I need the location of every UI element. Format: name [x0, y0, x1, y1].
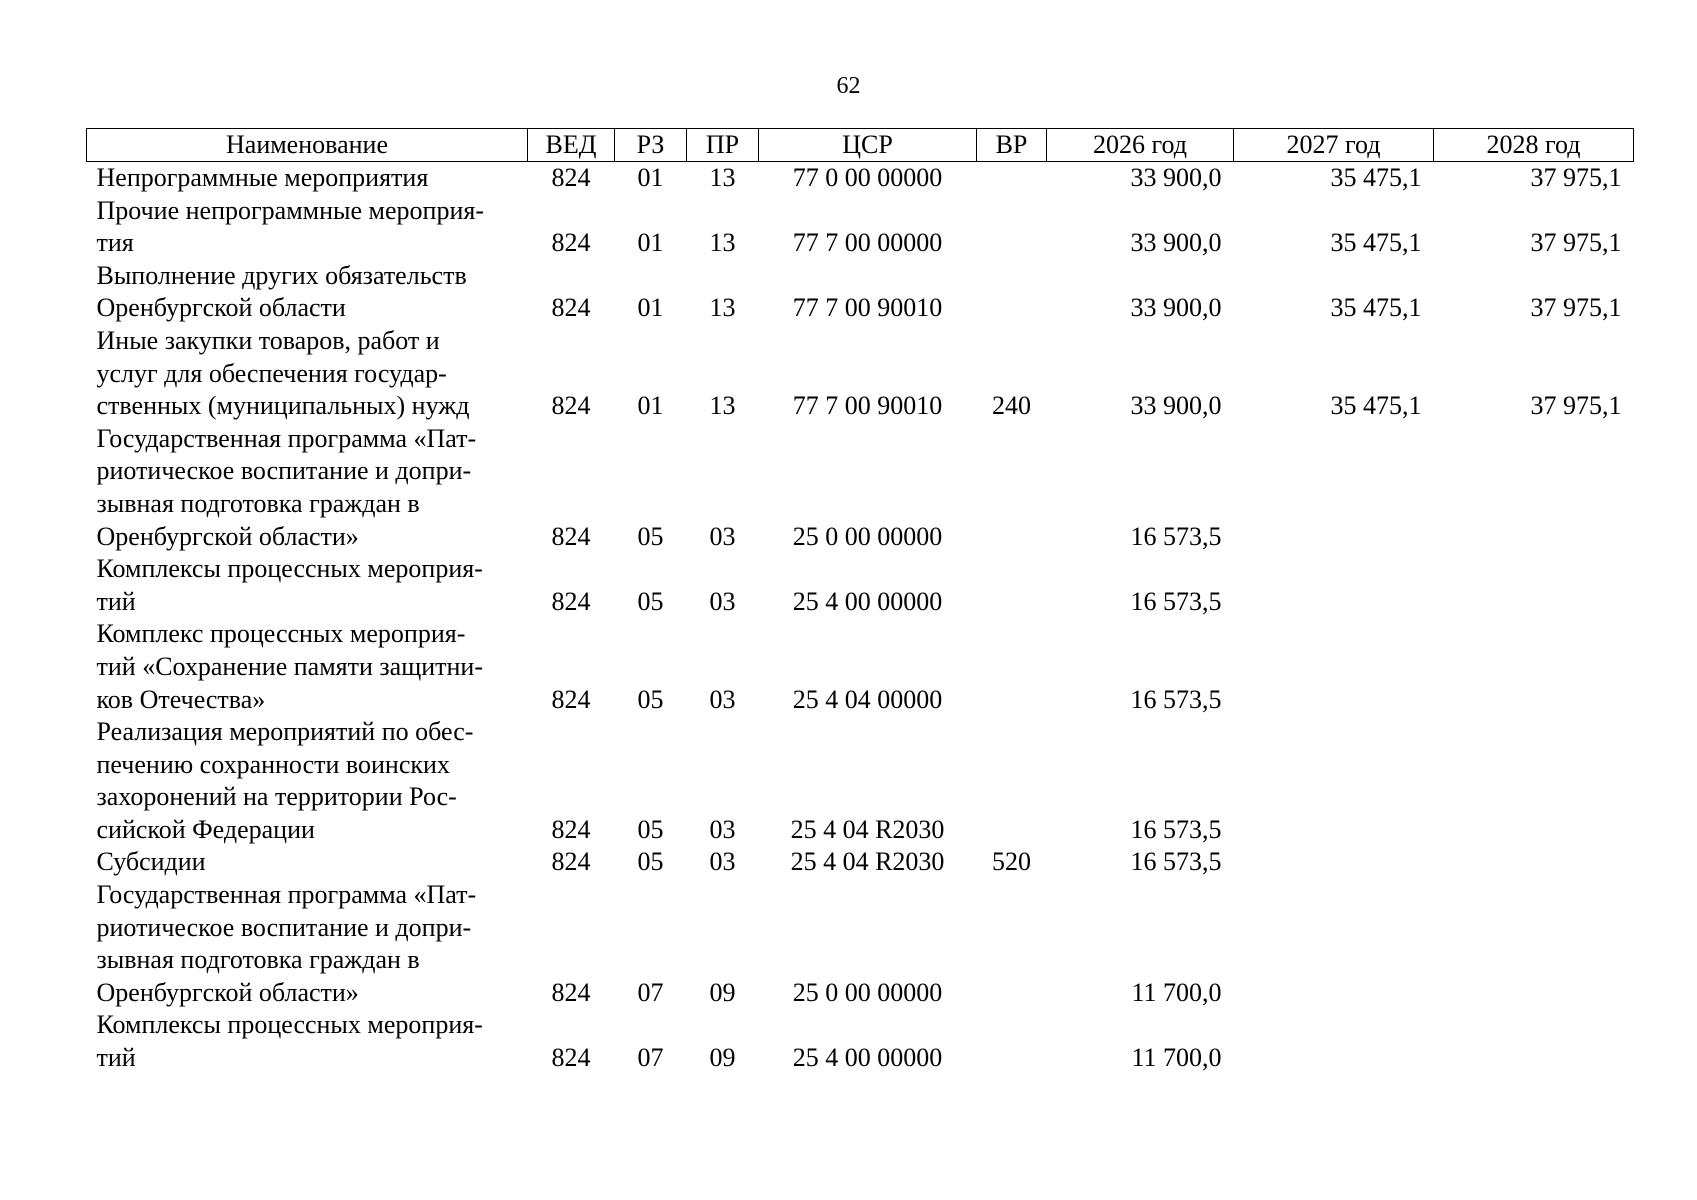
cell-csr: 25 4 00 00000	[792, 1043, 943, 1073]
table-row	[87, 879, 1634, 1009]
cell-2026: 16 573,5	[1130, 521, 1222, 551]
name-line: ственных (муниципальных) нужд	[96, 391, 470, 421]
cell-vr	[977, 618, 1047, 716]
table-row	[87, 423, 1634, 553]
cell-rz: 01	[637, 293, 664, 323]
cell-2027	[1234, 553, 1434, 618]
cell-2026: 16 573,5	[1130, 684, 1222, 714]
budget-table	[86, 128, 1634, 1075]
cell-2028: 37 975,1	[1530, 163, 1622, 192]
cell-vr	[977, 195, 1047, 260]
cell-2028	[1434, 1009, 1634, 1074]
cell-name	[87, 260, 528, 325]
header-2026: 2026 год	[1047, 129, 1234, 162]
name-line: зывная подготовка граждан в	[96, 945, 420, 975]
cell-pr: 03	[709, 847, 736, 877]
cell-2027: 35 475,1	[1330, 391, 1422, 421]
cell-pr: 13	[709, 228, 736, 258]
cell-rz: 05	[637, 847, 664, 877]
cell-csr: 25 4 00 00000	[792, 586, 943, 616]
cell-csr: 77 7 00 00000	[792, 228, 943, 258]
cell-name	[87, 553, 528, 618]
name-line: тий «Сохранение памяти защитни-	[96, 651, 483, 681]
cell-2028: 37 975,1	[1530, 391, 1622, 421]
cell-2028	[1434, 618, 1634, 716]
name-line: Государственная программа «Пат-	[96, 423, 477, 453]
cell-2027	[1234, 846, 1434, 879]
table-row	[87, 162, 1634, 195]
page-number: 62	[836, 73, 861, 99]
table-body	[87, 162, 1634, 1075]
cell-ved: 824	[551, 814, 591, 844]
cell-2026: 16 573,5	[1130, 814, 1222, 844]
name-line: Выполнение других обязательств	[96, 260, 467, 290]
cell-vr	[977, 260, 1047, 325]
cell-2026: 33 900,0	[1130, 228, 1222, 258]
cell-2026: 11 700,0	[1131, 1043, 1222, 1073]
table-row	[87, 325, 1634, 423]
cell-name	[87, 618, 528, 716]
cell-ved: 824	[551, 391, 591, 421]
name-line: Прочие непрограммные мероприя-	[96, 195, 484, 225]
cell-pr: 03	[709, 684, 736, 714]
cell-2028: 37 975,1	[1530, 293, 1622, 323]
cell-2027	[1234, 423, 1434, 553]
header-ved: ВЕД	[528, 129, 615, 162]
cell-name	[87, 195, 528, 260]
cell-ved: 824	[551, 684, 591, 714]
cell-pr: 03	[709, 521, 736, 551]
name-line: тия	[96, 228, 134, 258]
name-line: риотическое воспитание и допри-	[96, 912, 472, 942]
name-line: Непрограммные мероприятия	[96, 163, 429, 192]
header-vr: ВР	[977, 129, 1047, 162]
cell-vr	[977, 1009, 1047, 1074]
name-line: Оренбургской области	[96, 293, 346, 323]
name-line: зывная подготовка граждан в	[96, 488, 420, 518]
header-csr: ЦСР	[759, 129, 977, 162]
cell-rz: 05	[637, 684, 664, 714]
cell-2026: 16 573,5	[1130, 586, 1222, 616]
cell-pr: 03	[709, 586, 736, 616]
cell-2027: 35 475,1	[1330, 228, 1422, 258]
table-header-row	[87, 129, 1634, 162]
cell-csr: 77 7 00 90010	[792, 293, 943, 323]
name-line: Комплексы процессных мероприя-	[96, 554, 483, 584]
header-2028: 2028 год	[1434, 129, 1634, 162]
cell-name	[87, 846, 528, 879]
cell-2027: 35 475,1	[1330, 293, 1422, 323]
cell-csr: 25 0 00 00000	[792, 977, 943, 1007]
cell-2027: 35 475,1	[1330, 163, 1422, 192]
cell-rz: 01	[637, 228, 664, 258]
table-row	[87, 260, 1634, 325]
cell-ved: 824	[551, 977, 591, 1007]
cell-rz: 07	[637, 1043, 664, 1073]
name-line: риотическое воспитание и допри-	[96, 456, 472, 486]
table-row	[87, 553, 1634, 618]
cell-pr: 13	[709, 293, 736, 323]
cell-csr: 77 7 00 90010	[792, 391, 943, 421]
cell-vr	[977, 553, 1047, 618]
cell-ved: 824	[551, 586, 591, 616]
name-line: захоронений на территории Рос-	[96, 782, 457, 812]
cell-vr	[977, 716, 1047, 846]
header-2027: 2027 год	[1234, 129, 1434, 162]
cell-csr: 25 4 04 R2030	[790, 814, 945, 844]
name-line: тий	[96, 1043, 136, 1073]
cell-vr	[977, 423, 1047, 553]
cell-2027	[1234, 618, 1434, 716]
cell-csr: 25 4 04 R2030	[790, 847, 945, 877]
cell-rz: 05	[637, 521, 664, 551]
cell-name	[87, 325, 528, 423]
cell-vr	[977, 162, 1047, 195]
cell-ved: 824	[551, 1043, 591, 1073]
cell-name	[87, 162, 528, 195]
cell-2026: 16 573,5	[1130, 847, 1222, 877]
name-line: Субсидии	[96, 847, 206, 877]
name-line: тий	[96, 586, 136, 616]
cell-pr: 09	[709, 977, 736, 1007]
name-line: Реализация мероприятий по обес-	[96, 717, 474, 747]
header-pr: ПР	[687, 129, 759, 162]
name-line: сийской Федерации	[96, 814, 315, 844]
cell-rz: 01	[637, 391, 664, 421]
cell-2028	[1434, 716, 1634, 846]
header-rz: РЗ	[615, 129, 687, 162]
cell-2026: 33 900,0	[1130, 163, 1222, 192]
cell-name	[87, 1009, 528, 1074]
cell-2027	[1234, 716, 1434, 846]
table-row	[87, 195, 1634, 260]
cell-2028: 37 975,1	[1530, 228, 1622, 258]
cell-vr	[977, 879, 1047, 1009]
cell-2026: 33 900,0	[1130, 391, 1222, 421]
name-line: услуг для обеспечения государ-	[96, 358, 447, 388]
cell-name	[87, 423, 528, 553]
name-line: Комплекс процессных мероприя-	[96, 619, 466, 649]
cell-vr: 240	[992, 391, 1031, 421]
cell-2026: 11 700,0	[1131, 977, 1222, 1007]
cell-rz: 07	[637, 977, 664, 1007]
name-line: Иные закупки товаров, работ и	[96, 325, 440, 355]
cell-pr: 03	[709, 814, 736, 844]
name-line: Государственная программа «Пат-	[96, 880, 477, 910]
cell-rz: 05	[637, 814, 664, 844]
table-row	[87, 1009, 1634, 1074]
name-line: печению сохранности воинских	[96, 749, 450, 779]
name-line: Комплексы процессных мероприя-	[96, 1010, 483, 1040]
cell-csr: 25 0 00 00000	[792, 521, 943, 551]
name-line: Оренбургской области»	[96, 977, 359, 1007]
cell-pr: 13	[709, 163, 736, 192]
cell-2028	[1434, 846, 1634, 879]
cell-name	[87, 716, 528, 846]
cell-2027	[1234, 879, 1434, 1009]
cell-2028	[1434, 423, 1634, 553]
cell-pr: 13	[709, 391, 736, 421]
cell-2027	[1234, 1009, 1434, 1074]
table-row	[87, 716, 1634, 846]
cell-name	[87, 879, 528, 1009]
table-row	[87, 846, 1634, 879]
cell-csr: 25 4 04 00000	[792, 684, 943, 714]
cell-ved: 824	[551, 293, 591, 323]
cell-2026: 33 900,0	[1130, 293, 1222, 323]
cell-pr: 09	[709, 1043, 736, 1073]
cell-ved: 824	[551, 228, 591, 258]
cell-2028	[1434, 553, 1634, 618]
cell-ved: 824	[551, 521, 591, 551]
cell-2028	[1434, 879, 1634, 1009]
name-line: ков Отечества»	[96, 684, 266, 714]
cell-vr: 520	[992, 847, 1031, 877]
cell-rz: 05	[637, 586, 664, 616]
header-name: Наименование	[87, 129, 528, 162]
cell-ved: 824	[551, 847, 591, 877]
cell-rz: 01	[637, 163, 664, 192]
cell-csr: 77 0 00 00000	[792, 163, 943, 192]
table-row	[87, 618, 1634, 716]
name-line: Оренбургской области»	[96, 521, 359, 551]
cell-ved: 824	[551, 163, 591, 192]
